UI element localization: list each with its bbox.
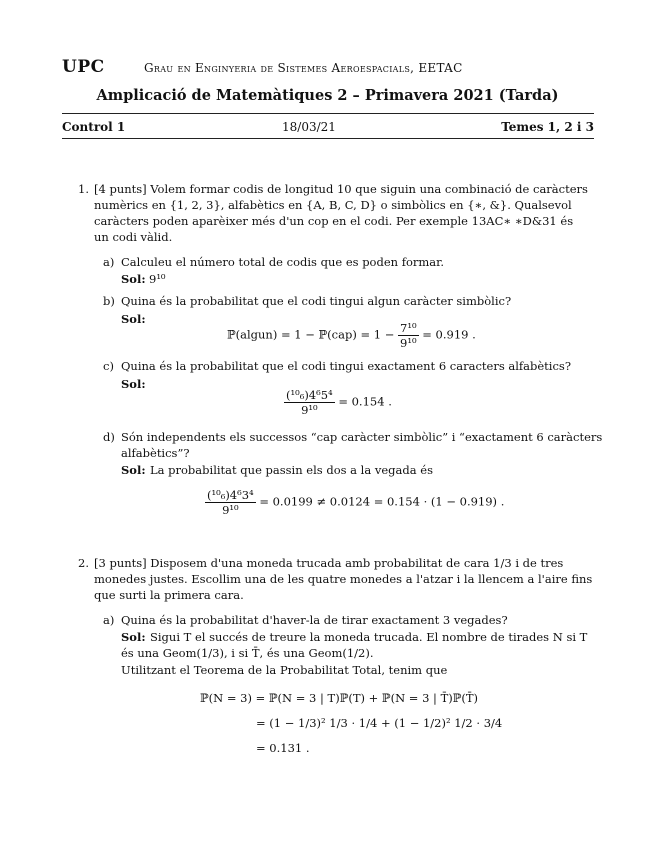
- q1c-equation: [284, 388, 392, 417]
- bottom-rule: [62, 138, 594, 139]
- q2-intro-line-3: que surti la primera cara.: [94, 588, 244, 602]
- q1d-sol-label: Sol:: [121, 463, 146, 477]
- degree-name: Grau en Enginyeria de Sistemes Aeroespacials, EETAC: [144, 61, 463, 75]
- q1b-numerator: 7¹⁰: [400, 321, 417, 335]
- q1b-fraction: [398, 321, 419, 350]
- q1b-equation: [227, 321, 476, 350]
- q1-intro-line-1: [4 punts] Volem formar codis de longitud 10 que siguin una combinació de caràcters: [94, 182, 588, 196]
- q2a-text: Quina és la probabilitat d'haver-la de tirar exactament 3 vegades?: [121, 613, 508, 627]
- q1c-eq-right: = 0.154 .: [338, 394, 392, 409]
- q2a-sol-label: Sol:: [121, 630, 146, 644]
- top-rule: [62, 113, 594, 114]
- q1b-text: Quina és la probabilitat que el codi tingui algun caràcter simbòlic?: [121, 294, 512, 308]
- q2-number: 2.: [78, 556, 89, 570]
- q1d-sol-text: La probabilitat que passin els dos a la vegada és: [150, 463, 433, 477]
- q1d-label: d): [103, 430, 115, 444]
- q2a-eq-line-1: ℙ(N = 3) = ℙ(N = 3 | T)ℙ(T) + ℙ(N = 3 | T̄)ℙ(T̄): [200, 691, 479, 705]
- q2a-sol-line-3: Utilitzant el Teorema de la Probabilitat Total, tenim que: [121, 663, 448, 677]
- q2-intro-line-1: [3 punts] Disposem d'una moneda trucada amb probabilitat de cara 1/3 i de tres: [94, 556, 564, 570]
- q1d-text-line-2: alfabètics”?: [121, 446, 190, 460]
- q1c-denominator: 9¹⁰: [301, 403, 318, 417]
- institution: UPC: [62, 57, 105, 77]
- q1d-eq-right: = 0.0199 ≠ 0.0124 = 0.154 · (1 − 0.919) .: [259, 494, 505, 509]
- q2a-sol-line-1: Sigui T el succés de treure la moneda trucada. El nombre de tirades N si T: [150, 630, 588, 644]
- q1d-equation: [205, 488, 504, 517]
- q1-intro-line-4: un codi vàlid.: [94, 230, 173, 244]
- exam-topics: Temes 1, 2 i 3: [501, 120, 594, 134]
- q1b-denominator: 9¹⁰: [400, 336, 417, 350]
- q2a-label: a): [103, 613, 115, 627]
- q1d-denominator: 9¹⁰: [222, 503, 239, 517]
- q1-number: 1.: [78, 182, 89, 196]
- q1d-text-line-1: Són independents els successos “cap caràcter simbòlic” i “exactament 6 caràcters: [121, 430, 603, 444]
- q1b-eq-left: ℙ(algun) = 1 − ℙ(cap) = 1 −: [227, 327, 395, 342]
- q1a-sol-value: 9¹⁰: [149, 272, 166, 286]
- q1d-numerator: (¹⁰₆)4⁶3⁴: [207, 488, 254, 502]
- q1-intro-line-2: numèrics en {1, 2, 3}, alfabètics en {A, B, C, D} o simbòlics en {∗, &}. Qualsevol: [94, 198, 572, 212]
- q1a-text: Calculeu el número total de codis que es poden formar.: [121, 255, 445, 269]
- exam-name: Control 1: [62, 120, 126, 134]
- q2a-sol-line-2: és una Geom(1/3), i si T̄, és una Geom(1/2).: [121, 646, 374, 660]
- q1b-eq-right: = 0.919 .: [422, 327, 476, 342]
- q1b-sol-label: Sol:: [121, 312, 146, 326]
- q1c-sol-label: Sol:: [121, 377, 146, 391]
- exam-date: 18/03/21: [282, 120, 336, 134]
- q2a-eq-line-3: = 0.131 .: [256, 741, 310, 755]
- q1a-label: a): [103, 255, 115, 269]
- q1c-numerator: (¹⁰₆)4⁶5⁴: [286, 388, 333, 402]
- q1a-sol-label: Sol:: [121, 272, 146, 286]
- q1c-text: Quina és la probabilitat que el codi tingui exactament 6 caracters alfabètics?: [121, 359, 571, 373]
- q2-intro-line-2: monedes justes. Escollim una de les quatre monedes a l'atzar i la llencem a l'aire fins: [94, 572, 593, 586]
- q1c-fraction: [284, 388, 335, 417]
- q2a-eq-line-2: = (1 − 1/3)² 1/3 · 1/4 + (1 − 1/2)² 1/2 · 3/4: [256, 716, 503, 730]
- q1-intro-line-3: caràcters poden aparèixer més d'un cop en el codi. Per exemple 13AC∗ ∗D&31 és: [94, 214, 574, 228]
- q1d-fraction: [205, 488, 256, 517]
- page-title: Amplicació de Matemàtiques 2 – Primavera 2021 (Tarda): [96, 87, 559, 104]
- q1b-label: b): [103, 294, 115, 308]
- q1c-label: c): [103, 359, 114, 373]
